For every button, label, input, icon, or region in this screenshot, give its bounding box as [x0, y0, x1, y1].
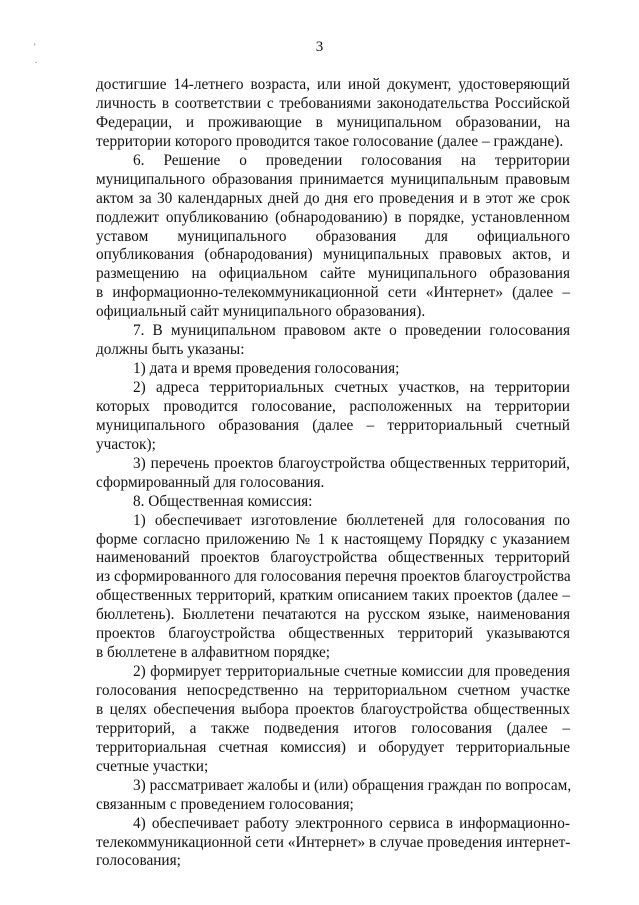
text-line: которых проводится голосование, расположенных на территории	[96, 397, 570, 415]
text-line: 2) формирует территориальные счетные комиссии для проведения	[133, 663, 570, 681]
text-line: в бюллетене в алфавитном порядке;	[96, 644, 331, 662]
text-line: 1) обеспечивает изготовление бюллетеней для голосования по	[133, 511, 570, 529]
paragraph	[96, 512, 570, 664]
text-line: проектов благоустройства общественных территорий указываются	[96, 625, 570, 643]
text-line: форме согласно приложению № 1 к настоящему Порядку с указанием	[96, 530, 570, 548]
paragraph	[96, 455, 570, 493]
text-line: уставом муниципального образования для официального	[96, 227, 570, 245]
text-line: сформированный для голосования.	[96, 473, 325, 491]
text-line: 8. Общественная комиссия:	[133, 492, 313, 510]
text-line: голосования;	[96, 852, 181, 870]
text-line: наименований проектов благоустройства общественных территорий	[96, 549, 570, 567]
text-line: связанным с проведением голосования;	[96, 795, 354, 813]
text-line: официальный сайт муниципального образования).	[96, 303, 426, 321]
paragraph	[96, 360, 570, 379]
text-line: личность в соответствии с требованиями законодательства Российской	[96, 94, 570, 112]
text-line: голосования непосредственно на территориальном счетном участке	[96, 682, 570, 699]
text-line: телекоммуникационной сети «Интернет» в случае проведения интернет-	[96, 833, 571, 851]
text-line: размещению на официальном сайте муниципального образования	[96, 265, 570, 283]
text-line: счетные участки;	[96, 757, 209, 775]
text-line: подлежит опубликованию (обнародованию) в порядке, установленном	[96, 208, 570, 226]
text-line: из сформированного для голосования перечня проектов благоустройства	[96, 568, 571, 586]
margin-mark: '	[34, 42, 36, 52]
text-line: территории которого проводится такое голосование (далее – граждане).	[96, 132, 564, 150]
text-line: 1) дата и время проведения голосования;	[133, 360, 400, 378]
text-line: муниципального образования (далее – территориальный счетный	[96, 416, 570, 434]
paragraph	[96, 815, 570, 872]
text-line: в целях обеспечения выбора проектов благоустройства общественных	[96, 700, 570, 718]
text-line: в информационно-телекоммуникационной сети «Интернет» (далее –	[96, 284, 570, 302]
text-line: территориальная счетная комиссия) и оборудует территориальные	[96, 738, 570, 756]
text-line: опубликования (обнародования) муниципальных правовых актов, и	[96, 246, 570, 264]
text-line: достигшие 14-летнего возраста, или иной документ, удостоверяющий	[96, 76, 570, 93]
text-line: участок);	[96, 435, 156, 453]
paragraph	[96, 493, 570, 512]
text-line: 3) перечень проектов благоустройства общественных территорий,	[133, 454, 570, 472]
text-line: 7. В муниципальном правовом акте о проведении голосования	[133, 322, 570, 340]
text-line: территорий, а также подведения итогов голосования (далее –	[96, 719, 570, 737]
text-line: общественных территорий, кратким описанием таких проектов (далее –	[96, 587, 570, 605]
text-line: актом за 30 календарных дней до дня его проведения и в этот же срок	[96, 189, 570, 207]
text-line: 2) адреса территориальных счетных участков, на территории	[133, 379, 570, 396]
text-line: 3) рассматривает жалобы и (или) обращения граждан по вопросам,	[133, 776, 572, 794]
text-line: должны быть указаны:	[96, 341, 245, 359]
margin-mark: .	[35, 55, 38, 65]
document-body	[96, 76, 570, 871]
text-line: Федерации, и проживающие в муниципальном образовании, на	[96, 113, 570, 131]
paragraph	[96, 777, 570, 815]
paragraph	[96, 152, 570, 322]
paragraph	[96, 379, 570, 455]
text-line: 6. Решение о проведении голосования на территории	[133, 151, 570, 169]
paragraph	[96, 663, 570, 777]
paragraph	[96, 76, 570, 152]
text-line: бюллетень). Бюллетени печатаются на русском языке, наименования	[96, 606, 570, 624]
paragraph	[96, 322, 570, 360]
page-number: 3	[315, 39, 324, 55]
text-line: 4) обеспечивает работу электронного сервиса в информационно-	[133, 814, 570, 832]
text-line: муниципального образования принимается муниципальным правовым	[96, 170, 570, 188]
